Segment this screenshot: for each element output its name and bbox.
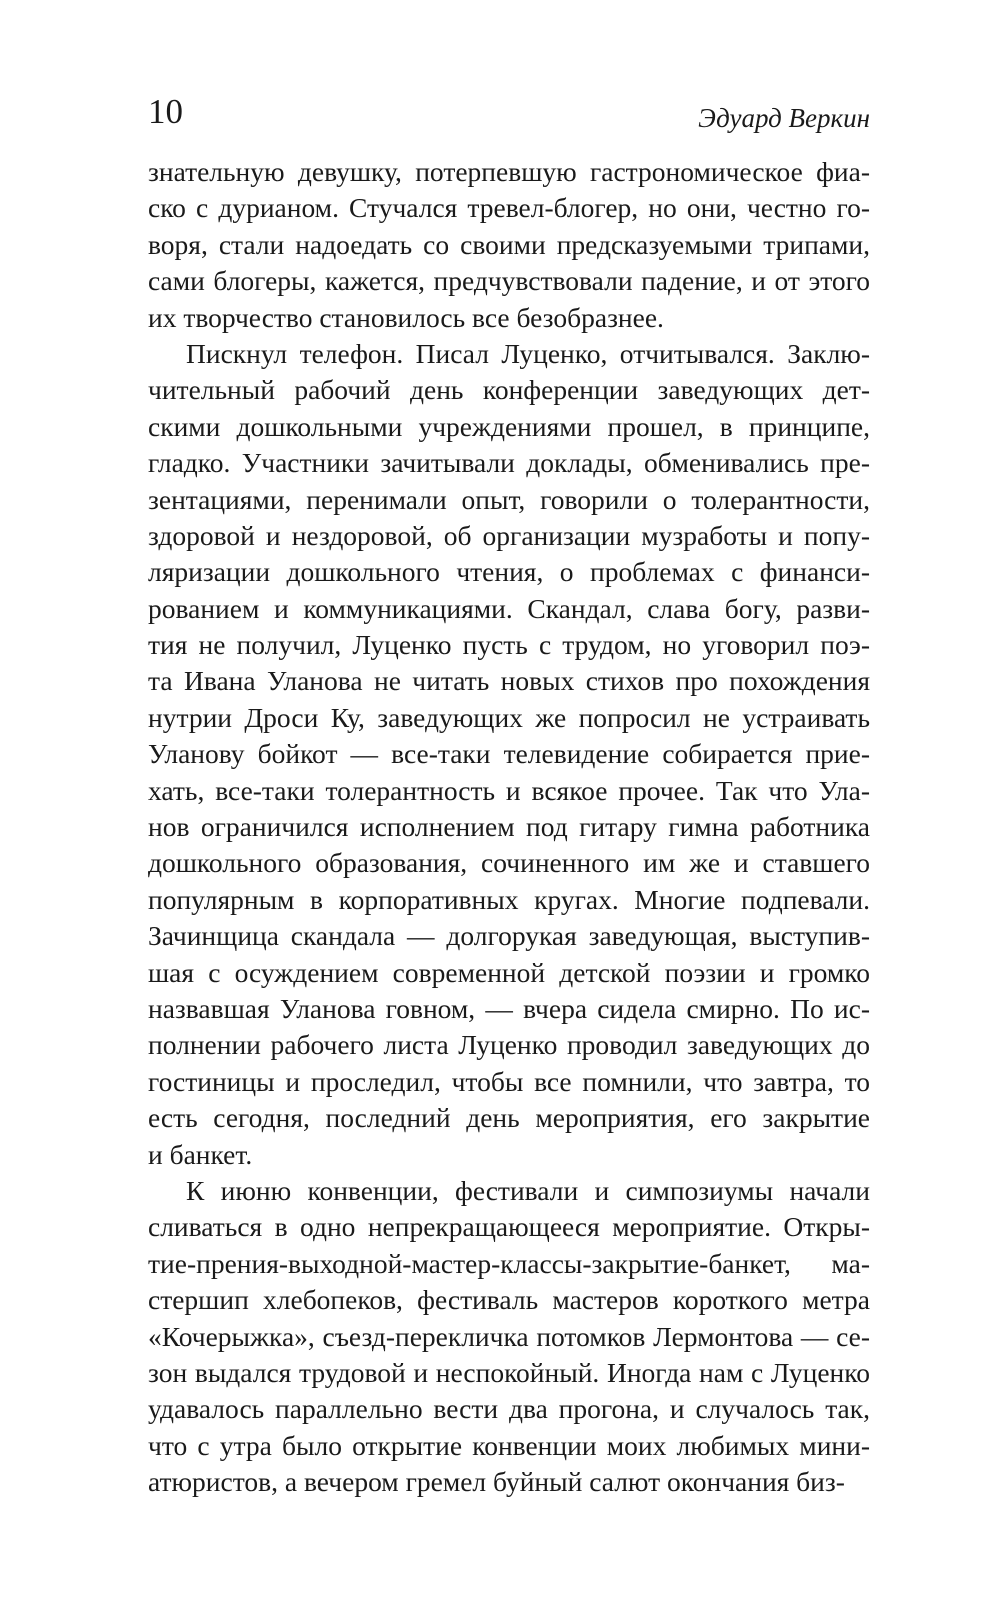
- text-line: нов ограничился исполнением под гитару гимна работника: [148, 811, 870, 843]
- text-line: что с утра было открытие конвенции моих любимых мини-: [148, 1429, 870, 1461]
- text-line: удавалось параллельно вести два прогона, и случалось так,: [148, 1393, 870, 1425]
- text-line: назвавшая Уланова говном, — вчера сидела смирно. По ис-: [148, 992, 870, 1024]
- text-line: есть сегодня, последний день мероприятия, его закрытие: [148, 1102, 870, 1134]
- text-line: шая с осуждением современной детской поэзии и громко: [148, 956, 870, 988]
- text-line: дошкольного образования, сочиненного им же и ставшего: [148, 847, 870, 879]
- text-line: та Ивана Уланова не читать новых стихов про похождения: [148, 665, 870, 697]
- text-line: тие-прения-выходной-мастер-классы-закрытие-банкет, ма-: [148, 1247, 870, 1279]
- text-line: популярным в корпоративных кругах. Многие подпевали.: [148, 883, 870, 915]
- text-line: гостиницы и проследил, чтобы все помнили, что завтра, то: [148, 1065, 870, 1097]
- book-page: [148, 92, 870, 1500]
- page-number: 10: [148, 92, 183, 131]
- text-line: К июню конвенции, фестивали и симпозиумы начали: [186, 1174, 870, 1206]
- text-line: Зачинщица скандала — долгорукая заведующая, выступив-: [148, 920, 870, 952]
- text-line: и банкет.: [148, 1138, 253, 1170]
- text-line: хать, все-таки толерантность и всякое прочее. Так что Ула-: [148, 774, 870, 806]
- text-line: сами блогеры, кажется, предчувствовали падение, и от этого: [148, 265, 870, 297]
- text-line: здоровой и нездоровой, об организации музработы и попу-: [148, 519, 870, 551]
- text-line: их творчество становилось все безобразнее.: [148, 301, 664, 333]
- text-line: нутрии Дроси Ку, заведующих же попросил не устраивать: [148, 701, 870, 733]
- text-line: атюристов, а вечером гремел буйный салют окончания биз-: [148, 1466, 845, 1498]
- text-line: ско с дурианом. Стучался тревел-блогер, но они, честно го-: [148, 192, 870, 224]
- running-title: Эдуард Веркин: [698, 103, 870, 133]
- text-line: ляризации дошкольного чтения, о проблемах с финанси-: [148, 556, 870, 588]
- text-line: рованием и коммуникациями. Скандал, слава богу, разви-: [148, 592, 870, 624]
- text-line: стершип хлебопеков, фестиваль мастеров короткого метра: [148, 1284, 870, 1316]
- text-line: зентациями, перенимали опыт, говорили о толерантности,: [148, 483, 870, 515]
- text-line: гладко. Участники зачитывали доклады, обменивались пре-: [148, 447, 870, 479]
- text-line: скими дошкольными учреждениями прошел, в принципе,: [148, 410, 870, 442]
- text-line: знательную девушку, потерпевшую гастрономическое фиа-: [148, 156, 870, 187]
- text-line: сливаться в одно непрекращающееся мероприятие. Откры-: [148, 1211, 870, 1243]
- text-line: «Кочерыжка», съезд-перекличка потомков Лермонтова — се-: [148, 1320, 870, 1352]
- text-line: полнении рабочего листа Луценко проводил заведующих до: [148, 1029, 870, 1061]
- text-line: чительный рабочий день конференции заведующих дет-: [148, 374, 870, 406]
- text-line: воря, стали надоедать со своими предсказуемыми трипами,: [148, 228, 870, 260]
- body-text: [148, 154, 870, 1500]
- text-line: зон выдался трудовой и неспокойный. Иногда нам с Луценко: [148, 1356, 870, 1388]
- page-header: [148, 92, 870, 154]
- text-line: тия не получил, Луценко пусть с трудом, но уговорил поэ-: [148, 629, 870, 661]
- text-line: Уланову бойкот — все-таки телевидение собирается прие-: [148, 738, 870, 770]
- text-line: Пискнул телефон. Писал Луценко, отчитывался. Заклю-: [186, 337, 870, 369]
